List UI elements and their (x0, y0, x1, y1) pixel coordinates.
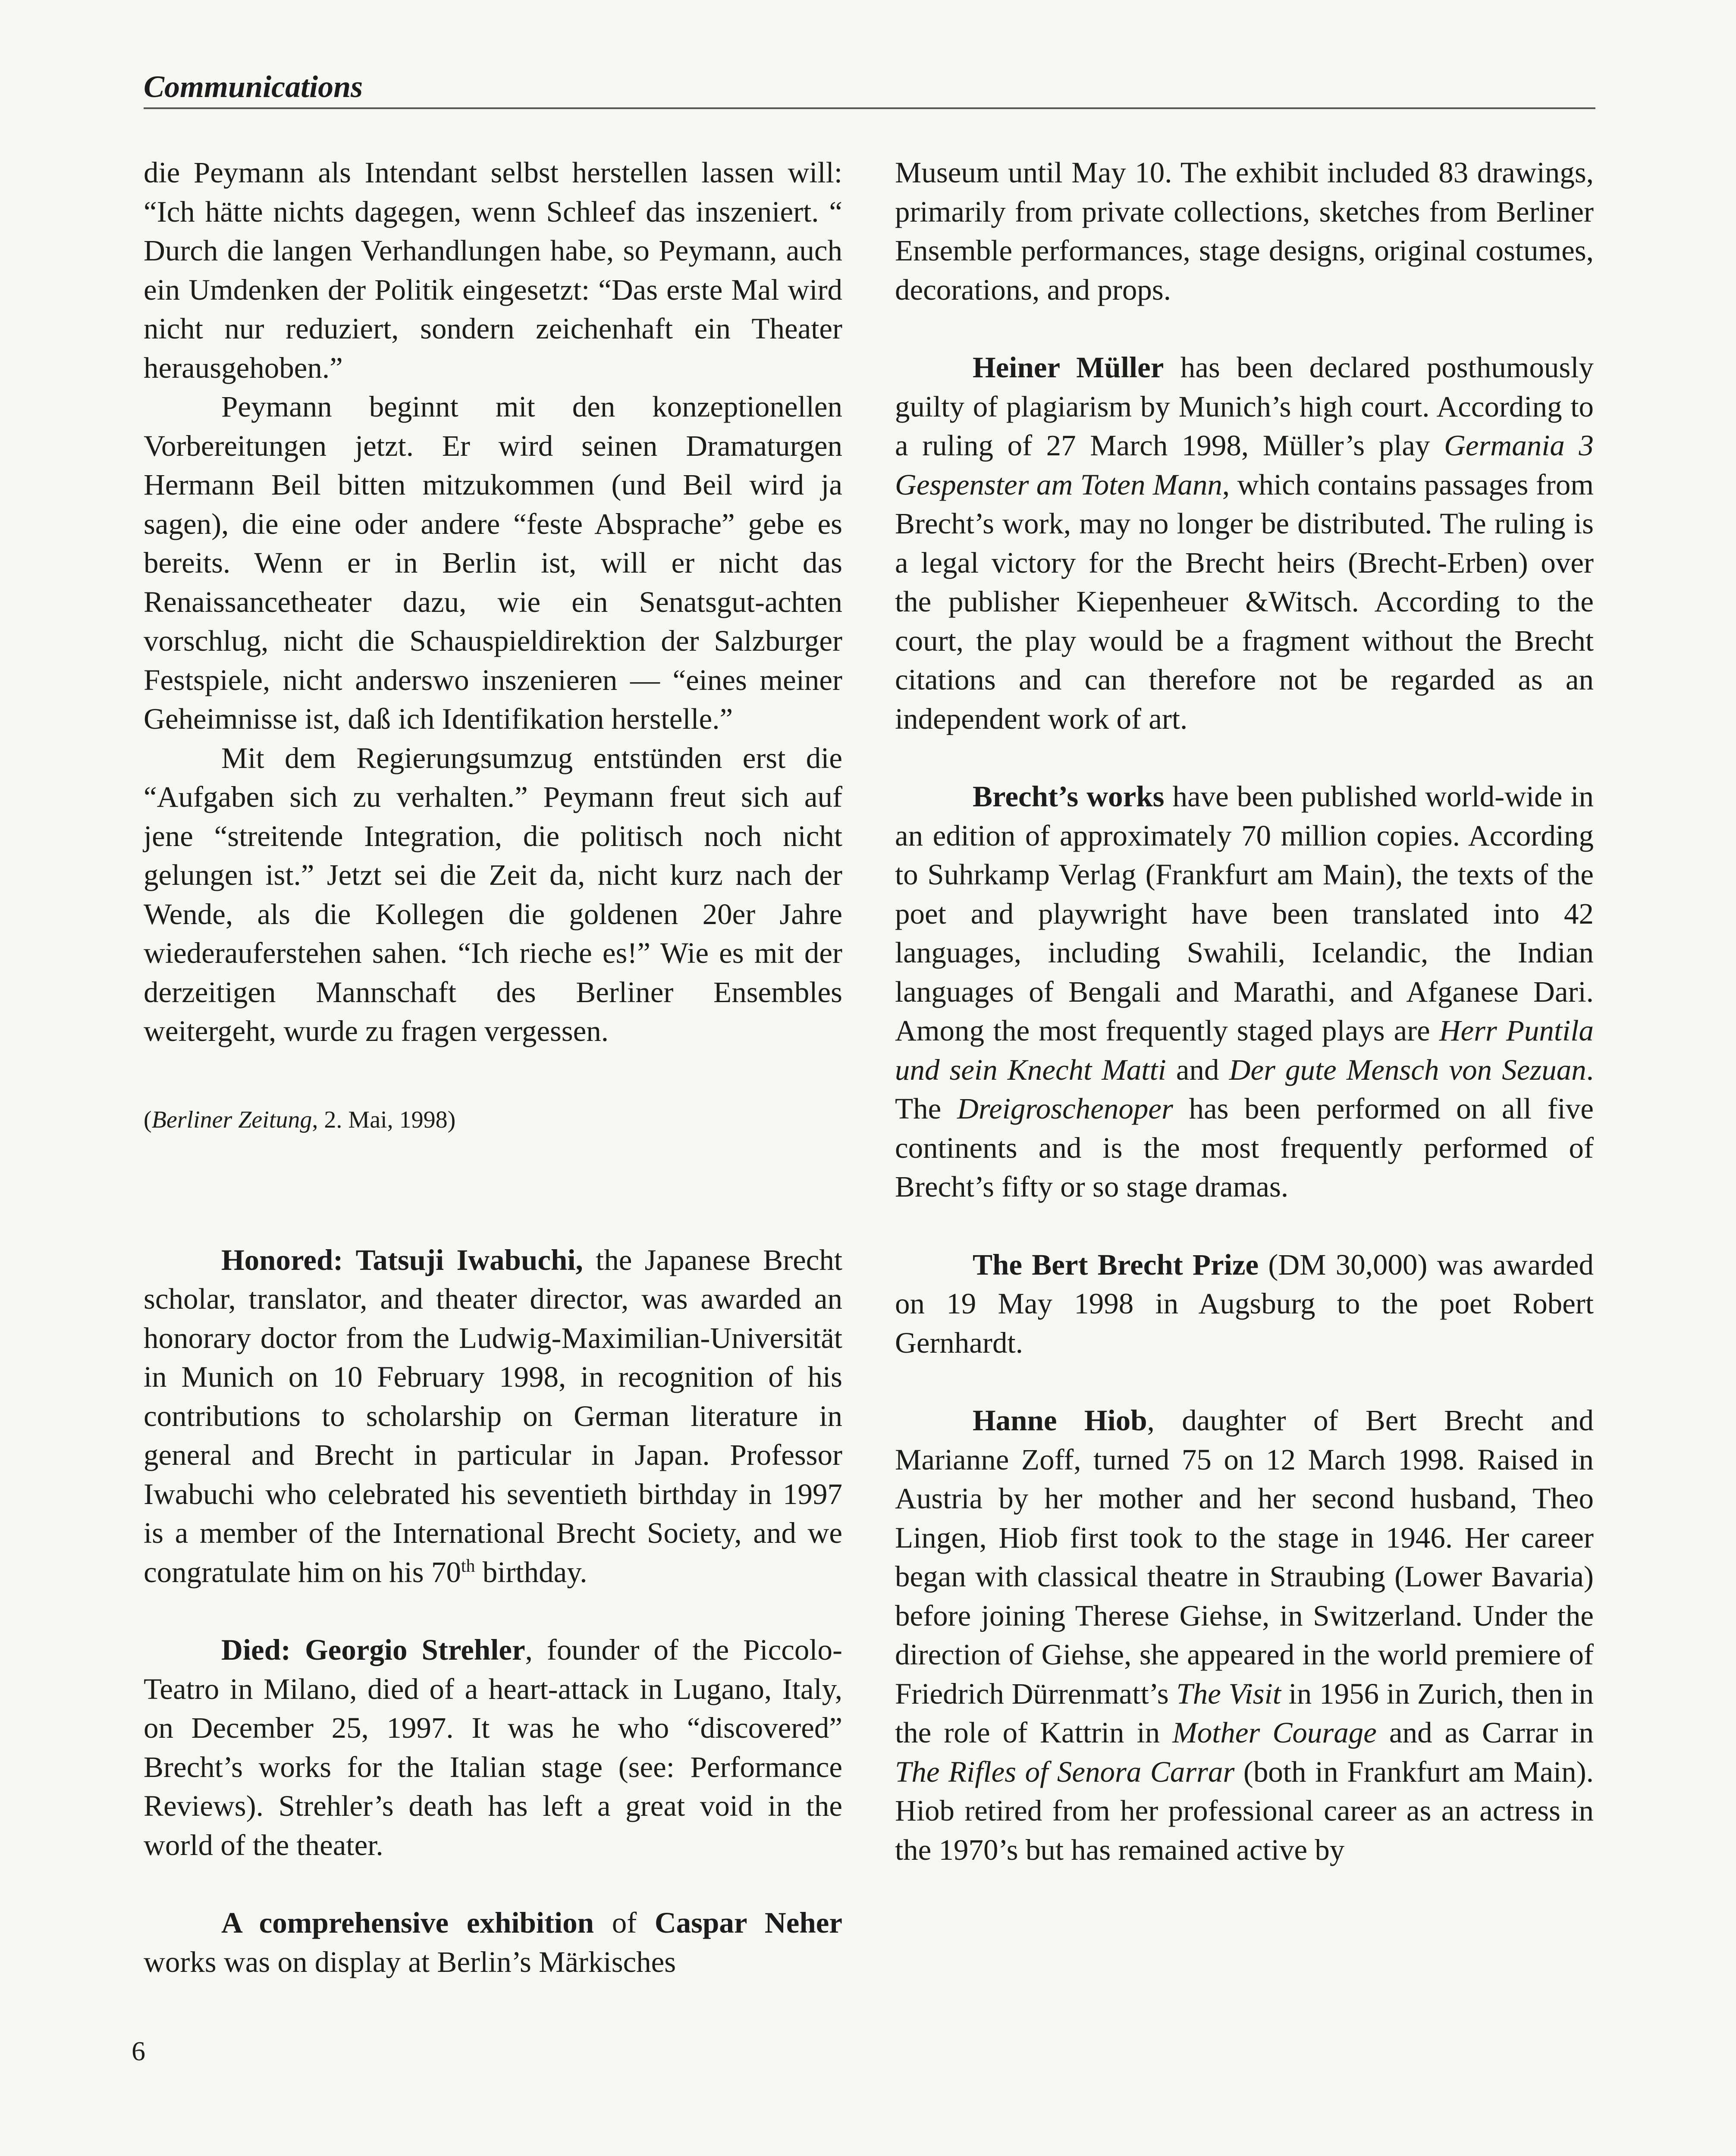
citation-source: Berliner Zeitung (151, 1106, 312, 1133)
works-paragraph: Brecht’s works have been published world-wide in an edition of approximately 70 million copies. According to Suhrkamp Verlag (Frankfurt am Main), the texts of the poet and playwright have been translated into 42 languages, including Swahili, Icelandic, the Indian languages of Bengali and Marathi, and Afganese Dari. Among the most frequently staged plays are Herr Puntila und sein Knecht Matti and Der gute Mensch von Sezuan. The Dreigroschenoper has been performed on all five continents and is the most frequently performed of Brecht’s fifty or so stage dramas. (895, 780, 1594, 1203)
hiob-paragraph: Hanne Hiob, daughter of Bert Brecht and Marianne Zoff, turned 75 on 12 March 1998. Raised in Austria by her mother and her second husband, Theo Lingen, Hiob first took to the stage in 1946. Her career began with classical theatre in Straubing (Lower Bavaria) before joining Therese Giehse, in Switzerland. Under the direction of Giehse, she appeared in the world premiere of Friedrich Dürrenmatt’s The Visit in 1956 in Zurich, then in the role of Kattrin in Mother Courage and as Carrar in The Rifles of Senora Carrar (both in Frankfurt am Main). Hiob retired from her professional career as an actress in the 1970’s but has remained active by (895, 1404, 1594, 1866)
exhibition-paragraph: A comprehensive exhibition of Caspar Neher works was on display at Berlin’s Märkisches (144, 1906, 843, 1978)
exhibition-continuation: Museum until May 10. The exhibit included 83 drawings, primarily from private collections, sketches from Berliner Ensemble performances, stage designs, original costumes, decorations, and props. (895, 156, 1594, 306)
honored-label: Honored: (221, 1243, 343, 1276)
prize-name: The Bert Brecht Prize (973, 1248, 1259, 1281)
peymann-paragraph-1: die Peymann als Intendant selbst herstellen lassen will: “Ich hätte nichts dagegen, wenn Schleef das inszeniert. “ Durch die langen Verhandlungen habe, so Peymann, auch ein Umdenken der Politik eingesetzt: “Das erste Mal wird nicht nur reduziert, sondern zeichenhaft ein Theater herausgehoben.” (144, 156, 842, 384)
hiob-name: Hanne Hiob (973, 1404, 1147, 1437)
right-column (895, 153, 1594, 1869)
died-name: Georgio Strehler (305, 1633, 525, 1666)
works-name: Brecht’s works (973, 780, 1165, 813)
citation: (Berliner Zeitung, 2. Mai, 1998) (144, 1106, 456, 1133)
running-header (144, 69, 1595, 109)
left-column (144, 153, 842, 1981)
died-label: Died: (221, 1633, 291, 1666)
honored-paragraph: Honored: Tatsuji Iwabuchi, the Japanese Brecht scholar, translator, and theater director, was awarded an honorary doctor from the Ludwig-Maximilian-Universität in Munich on 10 February 1998, in recognition of his contributions to scholarship on German literature in general and Brecht in particular in Japan. Professor Iwabuchi who celebrated his seventieth birthday in 1997 is a member of the International Brecht Society, and we congratulate him on his 70th birthday. (144, 1243, 842, 1589)
honored-name: Tatsuji Iwabuchi, (355, 1243, 583, 1276)
mueller-name: Heiner Müller (973, 351, 1164, 384)
mueller-paragraph: Heiner Müller has been declared posthumously guilty of plagiarism by Munich’s high court. According to a ruling of 27 March 1998, Müller’s play Germania 3 Gespenster am Toten Mann, which contains passages from Brecht’s work, may no longer be distributed. The ruling is a legal victory for the Brecht heirs (Brecht-Erben) over the publisher Kiepenheuer &Witsch. According to the court, the play would be a fragment without the Brecht citations and can therefore not be regarded as an independent work of art. (895, 351, 1594, 735)
page-number: 6 (132, 2036, 145, 2066)
died-paragraph: Died: Georgio Strehler, founder of the Piccolo-Teatro in Milano, died of a heart-attack in Lugano, Italy, on December 25, 1997. It was he who “discovered” Brecht’s works for the Italian stage (see: Performance Reviews). Strehler’s death has left a great void in the world of the theater. (144, 1633, 842, 1861)
peymann-paragraph-2: Peymann beginnt mit den konzeptionellen Vorbereitungen jetzt. Er wird seinen Dramaturgen Hermann Beil bitten mitzukommen (und Beil wird ja sagen), die eine oder andere “feste Absprache” gebe es bereits. Wenn er in Berlin ist, will er nicht das Renaissancetheater dazu, wie ein Senatsgut-achten vorschlug, nicht die Schauspieldirektion der Salzburger Festspiele, nicht anderswo inszenieren — “eines meiner Geheimnisse ist, daß ich Identifikation herstelle.” (144, 390, 842, 735)
neher-name: Caspar Neher (654, 1906, 843, 1939)
prize-paragraph: The Bert Brecht Prize (DM 30,000) was awarded on 19 May 1998 in Augsburg to the poet Robert Gernhardt. (895, 1248, 1594, 1359)
peymann-paragraph-3: Mit dem Regierungsumzug entstünden erst die “Aufgaben sich zu verhalten.” Peymann freut sich auf jene “streitende Integration, die politisch noch nicht gelungen ist.” Jetzt sei die Zeit da, nicht kurz nach der Wende, als die Kollegen die goldenen 20er Jahre wiederauferstehen sahen. “Ich rieche es!” Wie es mit der derzeitigen Mannschaft des Berliner Ensembles weitergeht, wurde zu fragen vergessen. (144, 741, 842, 1047)
section-title: Communications (144, 69, 363, 104)
